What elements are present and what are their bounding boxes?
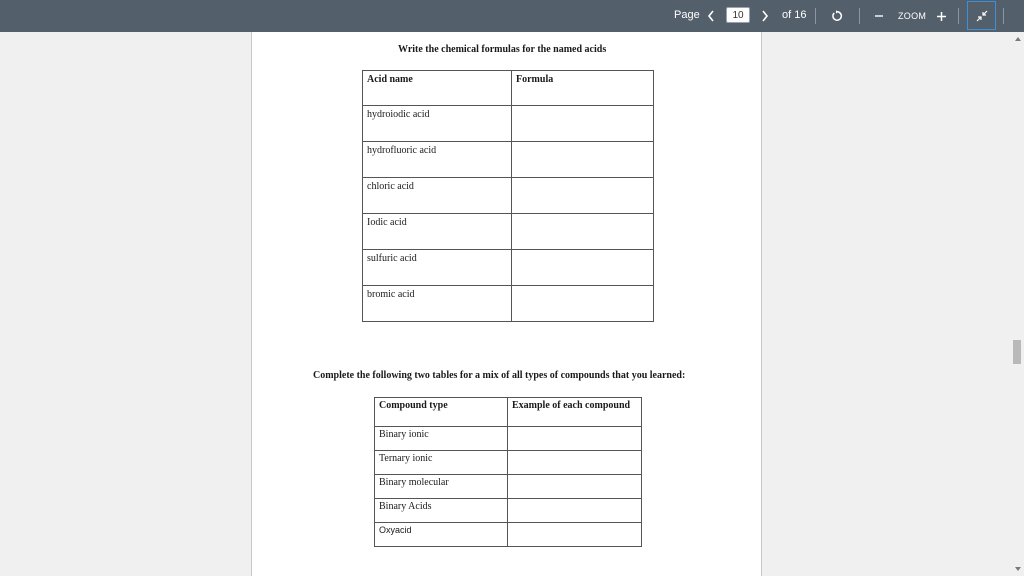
next-page-button[interactable] <box>758 6 772 26</box>
exit-fullscreen-button[interactable] <box>967 1 996 30</box>
compound-type-cell: Binary Acids <box>375 499 508 523</box>
scroll-up-arrow-icon[interactable] <box>1014 35 1022 43</box>
acid-name-cell: hydroiodic acid <box>363 106 512 142</box>
formula-cell <box>512 178 654 214</box>
zoom-out-button[interactable] <box>872 7 886 25</box>
compound-heading: Complete the following two tables for a mix of all types of compounds that you learned: <box>313 370 686 381</box>
rotate-button[interactable] <box>828 7 846 25</box>
table-header-row <box>375 398 642 427</box>
header-formula: Formula <box>512 71 654 106</box>
formula-cell <box>512 142 654 178</box>
formula-cell <box>512 106 654 142</box>
scroll-down-arrow-icon[interactable] <box>1014 565 1022 573</box>
table-row <box>375 427 642 451</box>
compound-type-cell: Binary molecular <box>375 475 508 499</box>
toolbar-divider <box>815 8 816 24</box>
header-acid-name: Acid name <box>363 71 512 106</box>
table-row <box>375 475 642 499</box>
example-cell <box>508 499 642 523</box>
chevron-right-icon <box>761 10 769 22</box>
table-row <box>375 523 642 547</box>
table-row <box>363 250 654 286</box>
table-row <box>363 142 654 178</box>
header-compound-type: Compound type <box>375 398 508 427</box>
acid-name-cell: sulfuric acid <box>363 250 512 286</box>
formula-cell <box>512 214 654 250</box>
plus-icon <box>936 11 947 22</box>
example-cell <box>508 523 642 547</box>
compound-type-cell: Oxyacid <box>375 523 508 547</box>
table-row <box>375 499 642 523</box>
chevron-left-icon <box>707 10 715 22</box>
formula-cell <box>512 286 654 322</box>
scrollbar-thumb[interactable] <box>1013 340 1021 364</box>
compound-table <box>374 397 642 547</box>
toolbar-divider <box>859 8 860 24</box>
header-example: Example of each compound <box>508 398 642 427</box>
example-cell <box>508 427 642 451</box>
page-label: Page <box>674 9 700 21</box>
collapse-icon <box>976 10 988 22</box>
compound-type-cell: Binary ionic <box>375 427 508 451</box>
document-page <box>251 32 762 576</box>
table-row <box>375 451 642 475</box>
table-row <box>363 214 654 250</box>
example-cell <box>508 475 642 499</box>
compound-type-cell: Ternary ionic <box>375 451 508 475</box>
acid-formula-table <box>362 70 654 322</box>
formula-cell <box>512 250 654 286</box>
viewer-toolbar <box>0 0 1024 32</box>
table-row <box>363 106 654 142</box>
toolbar-divider <box>958 8 959 24</box>
previous-page-button[interactable] <box>704 6 718 26</box>
acid-name-cell: chloric acid <box>363 178 512 214</box>
zoom-label: ZOOM <box>898 11 927 21</box>
example-cell <box>508 451 642 475</box>
acid-name-cell: Iodic acid <box>363 214 512 250</box>
toolbar-divider <box>1003 8 1004 24</box>
page-number-input[interactable] <box>726 7 750 23</box>
table-row <box>363 286 654 322</box>
table-header-row <box>363 71 654 106</box>
acid-name-cell: bromic acid <box>363 286 512 322</box>
acid-name-cell: hydrofluoric acid <box>363 142 512 178</box>
zoom-in-button[interactable] <box>933 6 949 26</box>
page-count-label: of 16 <box>782 9 807 21</box>
rotate-icon <box>831 10 843 22</box>
table-row <box>363 178 654 214</box>
acid-heading: Write the chemical formulas for the named acids <box>398 44 607 55</box>
minus-icon <box>874 11 884 21</box>
